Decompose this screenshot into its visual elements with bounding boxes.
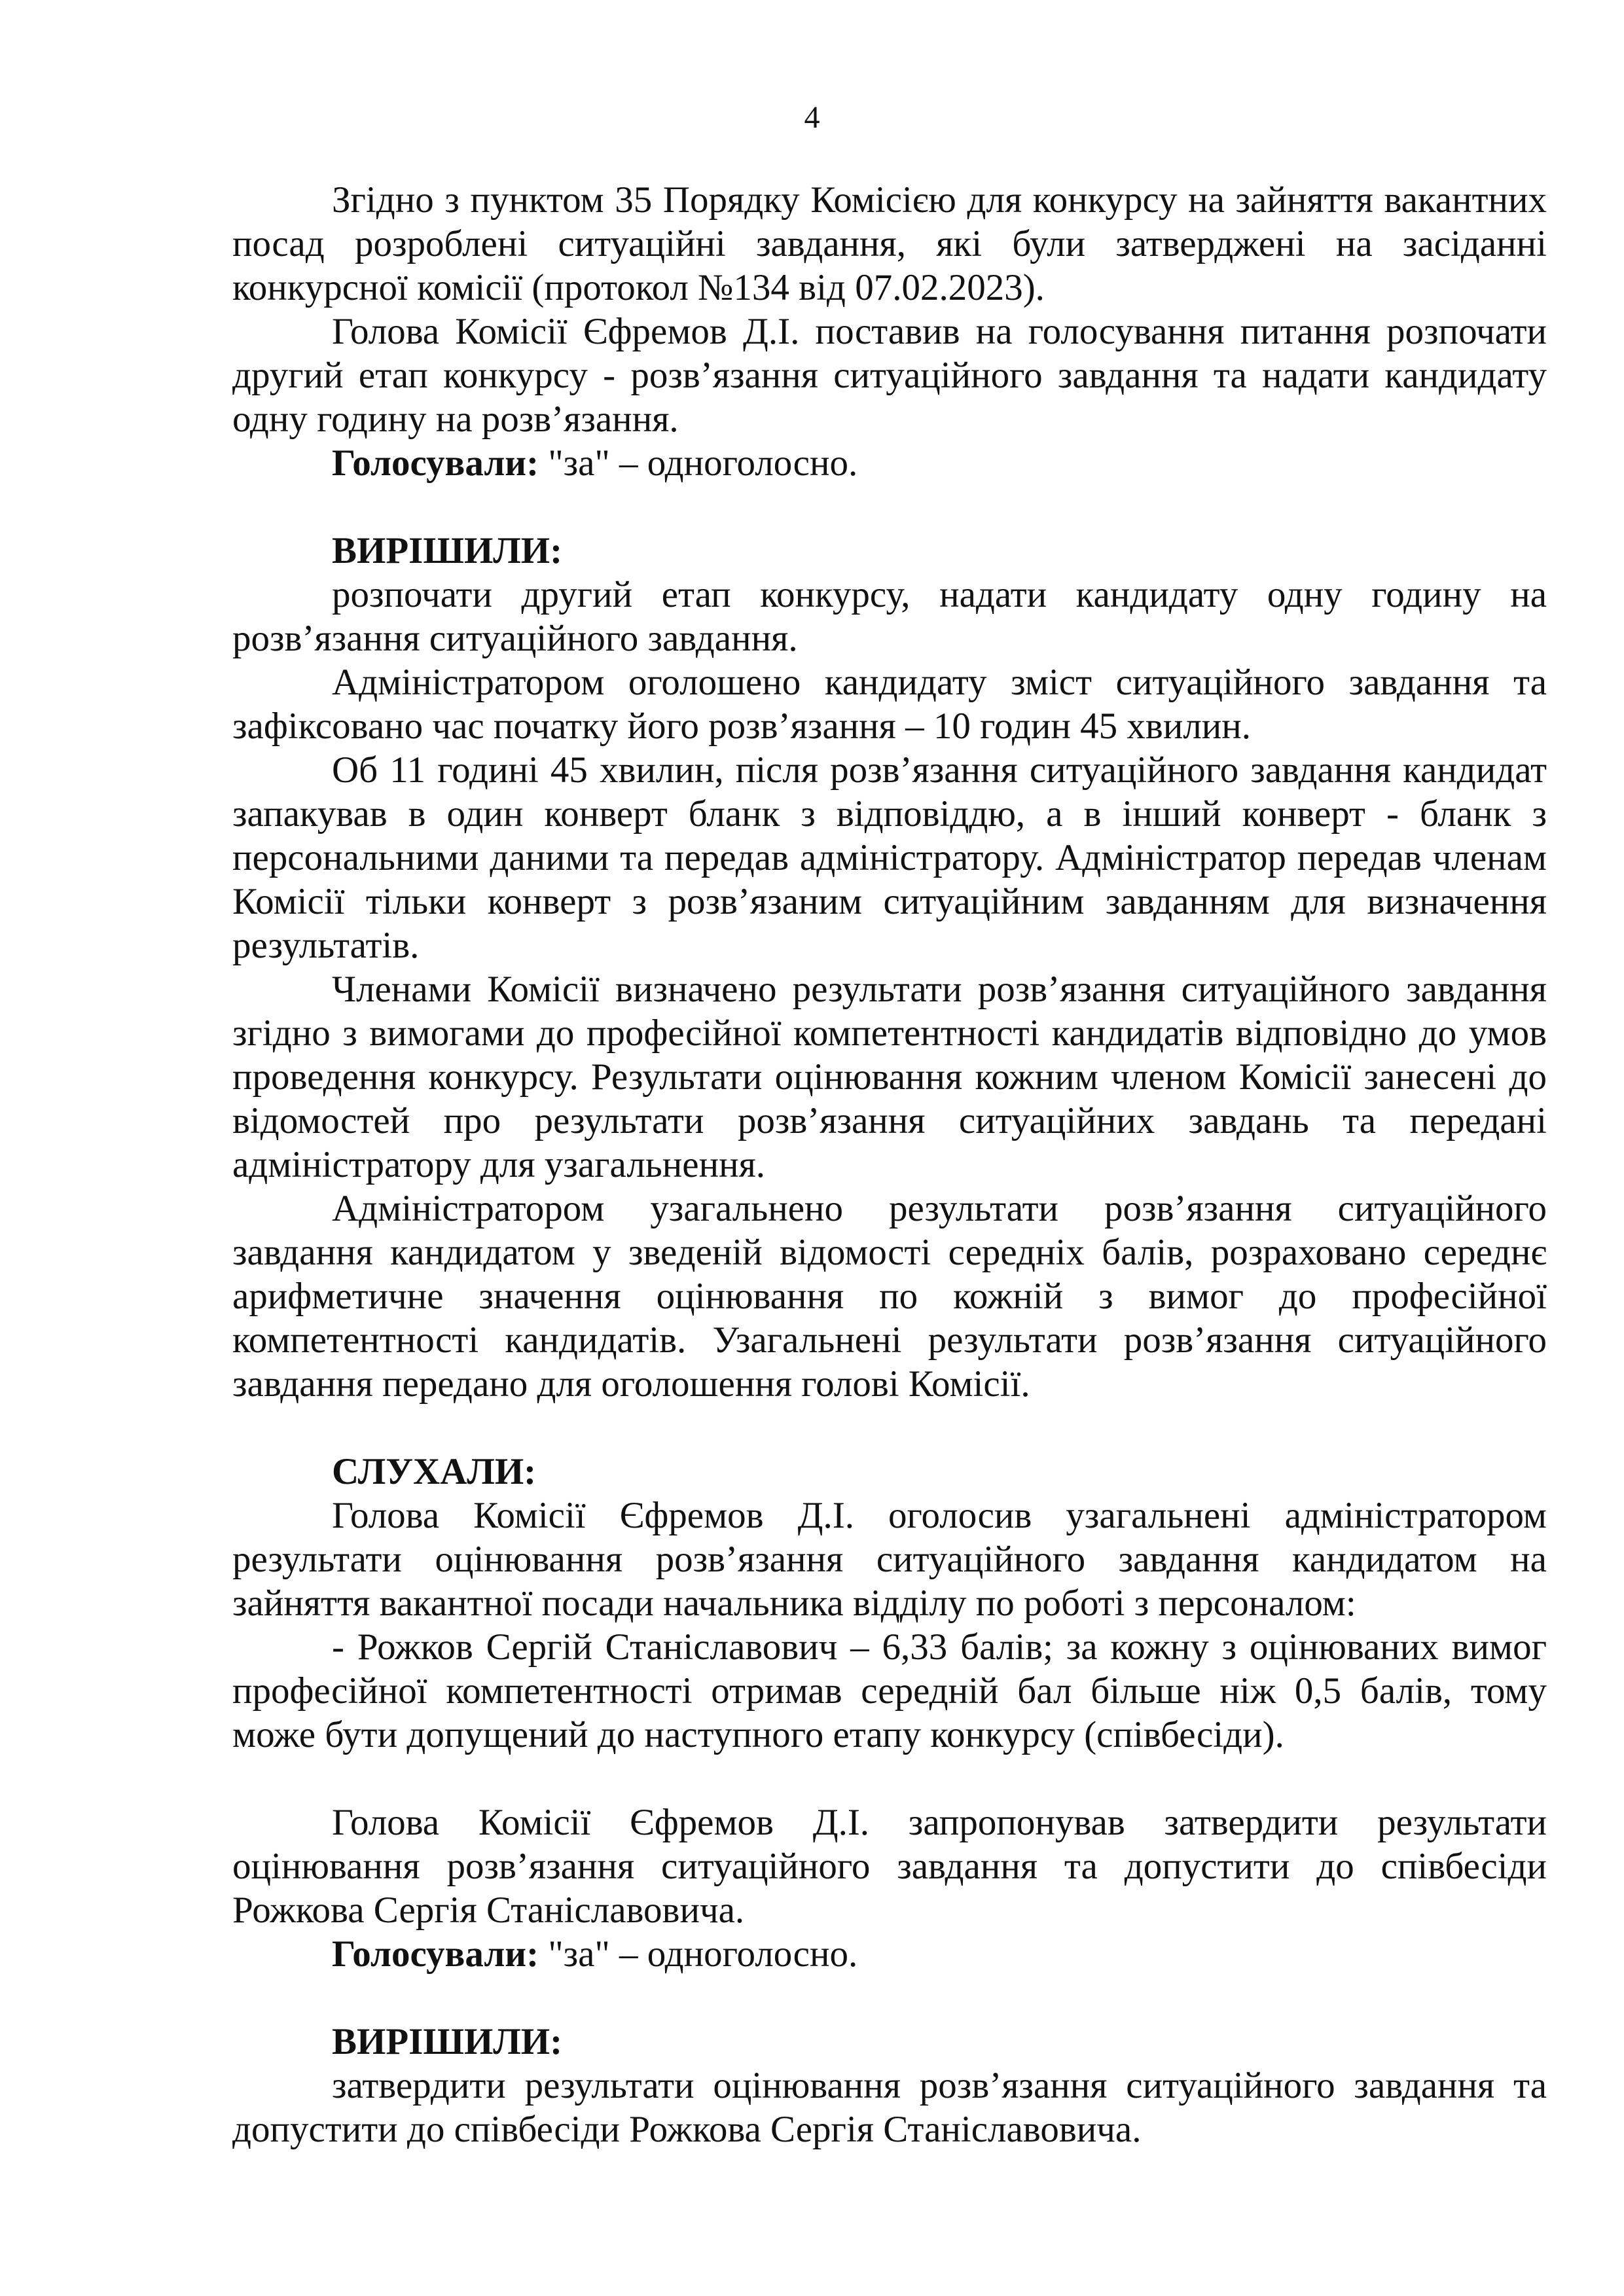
paragraph-envelopes: Об 11 годині 45 хвилин, після розв’язання ситуаційного завдання кандидат запакував в один конверт бланк з відповіддю, а в інший конверт - бланк з персональними даними та передав адміністратору. Адміністратор передав членам Комісії тільки конверт з розв’язаним ситуаційним завданням для визначення результатів. [232, 749, 1547, 966]
heading-decided-2: ВИРІШИЛИ: [332, 2021, 563, 2062]
paragraph-situational-tasks: Згідно з пунктом 35 Порядку Комісією для конкурсу на зайняття вакантних посад розроблені ситуаційні завдання, які були затверджені на засіданні конкурсної комісії (протокол №134 від 07.02.2023). [232, 179, 1547, 308]
heading-decided-1: ВИРІШИЛИ: [332, 530, 563, 571]
vote-line-2 [232, 1932, 1547, 1976]
vote-line-1 [232, 441, 1547, 485]
vote-result-1: "за" – одноголосно. [539, 442, 858, 484]
page-number: 4 [804, 100, 820, 135]
paragraph-chair-proposal: Голова Комісії Єфремов Д.І. поставив на голосування питання розпочати другий етап конкурсу - розв’язання ситуаційного завдання та надати кандидату одну годину на розв’язання. [232, 311, 1547, 440]
vote-label-1: Голосували: [332, 442, 539, 484]
paragraph-candidate-result: - Рожков Сергій Станіславович – 6,33 балів; за кожну з оцінюваних вимог професійної компетентності отримав середній бал більше ніж 0,5 балів, тому може бути допущений до наступного етапу конкурсу (співбесіди). [232, 1626, 1547, 1755]
paragraph-chair-announced: Голова Комісії Єфремов Д.І. оголосив узагальнені адміністратором результати оцінювання розв’язання ситуаційного завдання кандидатом на зайняття вакантної посади начальника відділу по роботі з персоналом: [232, 1495, 1547, 1624]
paragraph-chair-approval: Голова Комісії Єфремов Д.І. запропонував затвердити результати оцінювання розв’язання ситуаційного завдання та допустити до співбесіди Рожкова Сергія Станіславовича. [232, 1802, 1547, 1931]
paragraph-admin-announced: Адміністратором оголошено кандидату зміст ситуаційного завдання та зафіксовано час початку його розв’язання – 10 годин 45 хвилин. [232, 662, 1547, 747]
heading-heard: СЛУХАЛИ: [332, 1451, 537, 1492]
paragraph-admin-summary: Адміністратором узагальнено результати розв’язання ситуаційного завдання кандидатом у зведеній відомості середніх балів, розраховано середнє арифметичне значення оцінювання по кожній з вимог до професійної компетентності кандидатів. Узагальнені результати розв’язання ситуаційного завдання передано для оголошення голові Комісії. [232, 1188, 1547, 1405]
vote-label-2: Голосували: [332, 1933, 539, 1975]
paragraph-decision-2: затвердити результати оцінювання розв’язання ситуаційного завдання та допустити до співбесіди Рожкова Сергія Станіславовича. [232, 2065, 1547, 2150]
paragraph-decision-1: розпочати другий етап конкурсу, надати кандидату одну годину на розв’язання ситуаційного завдання. [232, 574, 1547, 659]
paragraph-members-results: Членами Комісії визначено результати розв’язання ситуаційного завдання згідно з вимогами до професійної компетентності кандидатів відповідно до умов проведення конкурсу. Результати оцінювання кожним членом Комісії занесені до відомостей про результати розв’язання ситуаційних завдань та передані адміністратору для узагальнення. [232, 969, 1547, 1185]
document-body [232, 178, 1547, 2151]
vote-result-2: "за" – одноголосно. [539, 1933, 858, 1975]
